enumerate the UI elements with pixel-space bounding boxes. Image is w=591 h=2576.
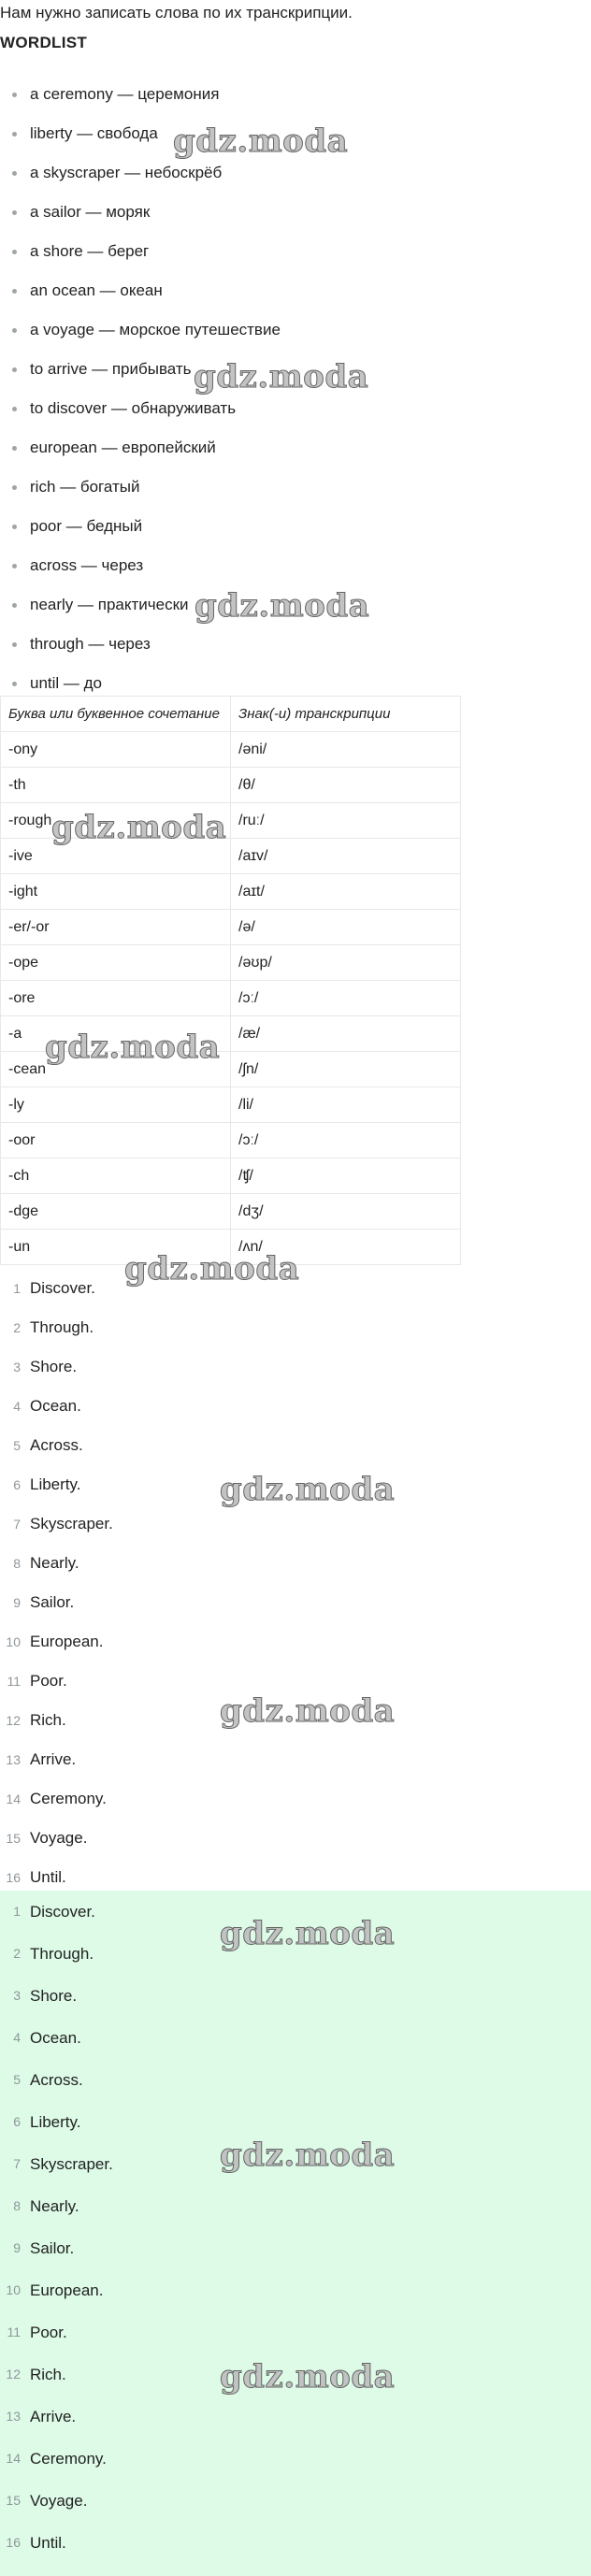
table-row — [1, 910, 461, 945]
list-item — [0, 1819, 113, 1858]
table-cell-transcription: /ʃn/ — [231, 1052, 461, 1087]
wordlist-item-text: european — европейский — [30, 439, 216, 456]
list-item — [0, 1544, 113, 1583]
watermark: gdz.moda — [45, 1029, 221, 1066]
table-header-row — [1, 697, 461, 732]
wordlist-item — [0, 428, 281, 468]
list-item — [0, 2269, 113, 2311]
table-header-transcription: Знак(-и) транскрипции — [231, 697, 461, 732]
table-cell-transcription: /ɔː/ — [231, 981, 461, 1016]
highlighted-answer-list — [0, 1891, 113, 2564]
item-number: 14 — [6, 2451, 21, 2466]
wordlist-item — [0, 585, 281, 625]
item-number: 2 — [13, 1320, 21, 1335]
item-number: 3 — [13, 1988, 21, 2003]
bullet-icon — [12, 446, 17, 451]
item-number: 16 — [6, 1870, 21, 1885]
item-number: 7 — [13, 2156, 21, 2171]
wordlist-item-text: a shore — берег — [30, 242, 150, 260]
item-number: 12 — [6, 1713, 21, 1728]
table-cell-transcription: /əni/ — [231, 732, 461, 768]
table-cell-letters: -ope — [1, 945, 231, 981]
item-number: 4 — [13, 2030, 21, 2045]
list-item-text: Through. — [30, 1945, 94, 1963]
table-cell-letters: -cean — [1, 1052, 231, 1087]
list-item-text: Ceremony. — [30, 1790, 107, 1807]
table-cell-letters: -ore — [1, 981, 231, 1016]
item-number: 13 — [6, 1752, 21, 1767]
item-number: 8 — [13, 1556, 21, 1571]
list-item-text: Shore. — [30, 1358, 78, 1375]
item-number: 8 — [13, 2198, 21, 2213]
wordlist-item — [0, 193, 281, 232]
table-cell-transcription: /ɔː/ — [231, 1123, 461, 1158]
list-item-text: Until. — [30, 1868, 66, 1886]
list-item — [0, 1891, 113, 1933]
table-cell-letters: -th — [1, 768, 231, 803]
item-number: 10 — [6, 2282, 21, 2297]
table-cell-letters: -ight — [1, 874, 231, 910]
table-cell-letters: -oor — [1, 1123, 231, 1158]
watermark: gdz.moda — [194, 358, 369, 396]
wordlist-item-text: nearly — практически — [30, 596, 189, 613]
list-item-text: Across. — [30, 1436, 83, 1454]
list-item — [0, 2480, 113, 2522]
item-number: 11 — [7, 2324, 21, 2339]
list-item — [0, 1975, 113, 2017]
item-number: 5 — [13, 2072, 21, 2087]
table-row — [1, 732, 461, 768]
watermark: gdz.moda — [220, 1692, 396, 1730]
list-item-text: Arrive. — [30, 2408, 77, 2425]
list-item — [0, 1504, 113, 1544]
wordlist-item-text: a voyage — морское путешествие — [30, 321, 281, 338]
wordlist-item — [0, 153, 281, 193]
watermark: gdz.moda — [220, 2137, 396, 2174]
table-cell-transcription: /ʌn/ — [231, 1230, 461, 1265]
table-cell-letters: -a — [1, 1016, 231, 1052]
table-cell-transcription: /ʧ/ — [231, 1158, 461, 1194]
bullet-icon — [12, 328, 17, 333]
list-item-text: Poor. — [30, 1672, 67, 1690]
wordlist — [0, 75, 281, 703]
list-item — [0, 2143, 113, 2185]
table-row — [1, 1052, 461, 1087]
list-item-text: Discover. — [30, 1903, 95, 1921]
list-item-text: Ceremony. — [30, 2450, 107, 2468]
bullet-icon — [12, 642, 17, 647]
list-item-text: Liberty. — [30, 2113, 81, 2131]
list-item-text: Sailor. — [30, 1593, 75, 1611]
table-cell-letters: -dge — [1, 1194, 231, 1230]
wordlist-item — [0, 389, 281, 428]
item-number: 6 — [13, 2114, 21, 2129]
wordlist-item-text: rich — богатый — [30, 478, 140, 496]
wordlist-item — [0, 114, 281, 153]
list-item — [0, 1347, 113, 1387]
wordlist-item — [0, 271, 281, 310]
list-item — [0, 1387, 113, 1426]
table-row — [1, 945, 461, 981]
item-number: 14 — [6, 1792, 21, 1806]
list-item — [0, 1308, 113, 1347]
list-item — [0, 1465, 113, 1504]
list-item-text: Skyscraper. — [30, 2155, 113, 2173]
wordlist-heading: WORDLIST — [0, 34, 88, 51]
table-cell-letters: -ony — [1, 732, 231, 768]
wordlist-item — [0, 310, 281, 350]
list-item-text: Sailor. — [30, 2239, 75, 2257]
bullet-icon — [12, 250, 17, 254]
list-item-text: Poor. — [30, 2324, 67, 2341]
list-item-text: Voyage. — [30, 1829, 88, 1847]
item-number: 1 — [13, 1281, 21, 1296]
list-item — [0, 1701, 113, 1740]
table-cell-letters: -er/-or — [1, 910, 231, 945]
list-item — [0, 2353, 113, 2396]
watermark: gdz.moda — [124, 1250, 300, 1288]
wordlist-item — [0, 75, 281, 114]
wordlist-item — [0, 468, 281, 507]
list-item — [0, 2396, 113, 2438]
list-item — [0, 1933, 113, 1975]
intro-text: Нам нужно записать слова по их транскрипции. — [0, 4, 353, 22]
list-item-text: Liberty. — [30, 1475, 81, 1493]
list-item-text: European. — [30, 1633, 104, 1650]
list-item — [0, 1662, 113, 1701]
wordlist-item — [0, 507, 281, 546]
item-number: 15 — [6, 1831, 21, 1846]
list-item — [0, 1779, 113, 1819]
table-row — [1, 768, 461, 803]
table-cell-transcription: /li/ — [231, 1087, 461, 1123]
table-row — [1, 839, 461, 874]
list-item-text: Until. — [30, 2534, 66, 2552]
wordlist-item-text: liberty — свобода — [30, 124, 158, 142]
item-number: 15 — [6, 2493, 21, 2508]
bullet-icon — [12, 485, 17, 490]
table-cell-letters: -ly — [1, 1087, 231, 1123]
table-cell-transcription: /dʒ/ — [231, 1194, 461, 1230]
table-row — [1, 981, 461, 1016]
item-number: 3 — [13, 1360, 21, 1374]
item-number: 4 — [13, 1399, 21, 1414]
table-row — [1, 874, 461, 910]
item-number: 2 — [13, 1946, 21, 1961]
list-item — [0, 1426, 113, 1465]
table-row — [1, 1123, 461, 1158]
list-item — [0, 2059, 113, 2101]
list-item — [0, 2017, 113, 2059]
table-cell-letters: -ive — [1, 839, 231, 874]
table-row — [1, 803, 461, 839]
list-item-text: Voyage. — [30, 2492, 88, 2510]
list-item-text: Rich. — [30, 2366, 66, 2383]
wordlist-item-text: through — через — [30, 635, 151, 653]
answer-list — [0, 1269, 113, 1897]
list-item-text: Rich. — [30, 1711, 66, 1729]
table-row — [1, 1230, 461, 1265]
bullet-icon — [12, 210, 17, 215]
wordlist-item — [0, 232, 281, 271]
table-cell-transcription: /æ/ — [231, 1016, 461, 1052]
item-number: 5 — [13, 1438, 21, 1453]
bullet-icon — [12, 289, 17, 294]
item-number: 1 — [13, 1904, 21, 1919]
table-cell-transcription: /ə/ — [231, 910, 461, 945]
table-row — [1, 1087, 461, 1123]
item-number: 10 — [6, 1634, 21, 1649]
table-cell-transcription: /aɪv/ — [231, 839, 461, 874]
bullet-icon — [12, 603, 17, 608]
list-item-text: Shore. — [30, 1987, 78, 2005]
table-cell-transcription: /aɪt/ — [231, 874, 461, 910]
item-number: 13 — [6, 2409, 21, 2424]
wordlist-item-text: across — через — [30, 556, 144, 574]
table-cell-transcription: /θ/ — [231, 768, 461, 803]
table-header-letters: Буква или буквенное сочетание — [1, 697, 231, 732]
wordlist-item — [0, 350, 281, 389]
wordlist-item-text: an ocean — океан — [30, 281, 163, 299]
list-item — [0, 2101, 113, 2143]
item-number: 9 — [13, 1595, 21, 1610]
wordlist-item-text: a skyscraper — небоскрёб — [30, 164, 223, 181]
table-cell-letters: -rough — [1, 803, 231, 839]
item-number: 6 — [13, 1477, 21, 1492]
table-cell-letters: -ch — [1, 1158, 231, 1194]
list-item — [0, 1740, 113, 1779]
item-number: 9 — [13, 2240, 21, 2255]
watermark: gdz.moda — [220, 1471, 396, 1508]
table-row — [1, 1016, 461, 1052]
list-item — [0, 2438, 113, 2480]
watermark: gdz.moda — [173, 122, 349, 160]
watermark: gdz.moda — [220, 2358, 396, 2396]
bullet-icon — [12, 93, 17, 97]
list-item — [0, 2522, 113, 2564]
table-cell-transcription: /ruː/ — [231, 803, 461, 839]
wordlist-item-text: until — до — [30, 674, 103, 692]
bullet-icon — [12, 367, 17, 372]
list-item-text: Across. — [30, 2071, 83, 2089]
item-number: 7 — [13, 1517, 21, 1532]
wordlist-item-text: a sailor — моряк — [30, 203, 151, 221]
item-number: 16 — [6, 2535, 21, 2550]
table-cell-transcription: /əʊp/ — [231, 945, 461, 981]
list-item — [0, 1622, 113, 1662]
transcription-table — [0, 696, 461, 1265]
table-cell-letters: -un — [1, 1230, 231, 1265]
bullet-icon — [12, 564, 17, 568]
bullet-icon — [12, 682, 17, 686]
list-item — [0, 2227, 113, 2269]
wordlist-item-text: a ceremony — церемония — [30, 85, 220, 103]
list-item — [0, 2311, 113, 2353]
list-item-text: Discover. — [30, 1279, 95, 1297]
item-number: 12 — [6, 2367, 21, 2382]
bullet-icon — [12, 171, 17, 176]
table-row — [1, 1158, 461, 1194]
bullet-icon — [12, 132, 17, 137]
list-item-text: Ocean. — [30, 1397, 81, 1415]
list-item-text: Nearly. — [30, 1554, 79, 1572]
watermark: gdz.moda — [51, 809, 227, 846]
list-item-text: European. — [30, 2281, 104, 2299]
list-item-text: Nearly. — [30, 2197, 79, 2215]
list-item-text: Arrive. — [30, 1750, 77, 1768]
list-item — [0, 1269, 113, 1308]
wordlist-item-text: to arrive — прибывать — [30, 360, 192, 378]
table-row — [1, 1194, 461, 1230]
list-item-text: Ocean. — [30, 2029, 81, 2047]
wordlist-item — [0, 546, 281, 585]
list-item — [0, 2185, 113, 2227]
bullet-icon — [12, 525, 17, 529]
item-number: 11 — [7, 1674, 21, 1689]
bullet-icon — [12, 407, 17, 411]
wordlist-item-text: poor — бедный — [30, 517, 143, 535]
wordlist-item — [0, 625, 281, 664]
watermark: gdz.moda — [220, 1915, 396, 1952]
watermark: gdz.moda — [195, 587, 370, 625]
list-item-text: Through. — [30, 1318, 94, 1336]
wordlist-item-text: to discover — обнаруживать — [30, 399, 237, 417]
list-item — [0, 1583, 113, 1622]
list-item-text: Skyscraper. — [30, 1515, 113, 1533]
